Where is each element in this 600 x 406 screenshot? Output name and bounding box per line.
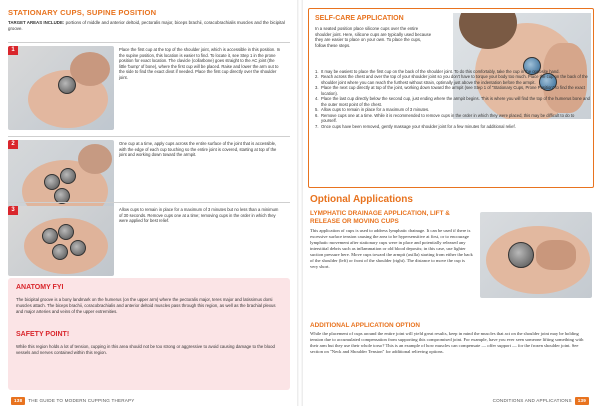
list-item: 6. Remove cups one at a time. While it is recommended to remove cups in the order in which they were placed, this may be difficult to do to yourself.	[315, 112, 575, 124]
page-number-left: 138	[11, 397, 25, 405]
page-number-right: 139	[575, 397, 589, 405]
right-footer-text: CONDITIONS AND APPLICATIONS	[492, 398, 572, 403]
step-1-photo	[8, 46, 114, 130]
selfcare-steps-list	[315, 69, 591, 129]
step-2-badge: 2	[8, 140, 18, 149]
lymph-title: LYMPHATIC DRAINAGE APPLICATION, LIFT & RELEASE OR MOVING CUPS	[310, 210, 450, 225]
step-3-photo	[8, 206, 114, 276]
target-areas	[8, 20, 290, 32]
step-row-3	[8, 202, 290, 276]
list-item: 4. Place the last cup directly below the second cup, just ending where the armpit begins. This is where you will find the top of the humerus bone and the outer most point of the chest.	[315, 96, 591, 107]
right-footer	[493, 396, 600, 406]
list-item: 1. It may be easiest to place the first cup on the back of the shoulder joint. To do this comfortably, take the cup in the opposite hand.	[315, 69, 560, 74]
additional-option-body: While the placement of cups around the entire joint will yield great results, keep in mind the muscles that act on the shoulder joint may be holding tension due to accumulated compensation from supporting this compromised joint. For example, have you ever seen someone lifting something with their arm but they use their whole torso? This is an example of how muscles can compensate — offer support — for the frozen shoulder joint. See section on "Neck and Shoulder Tension" for additional relieving options.	[310, 331, 584, 354]
step-3-badge: 3	[8, 206, 18, 215]
left-page	[0, 0, 298, 406]
additional-option-title: ADDITIONAL APPLICATION OPTION	[310, 322, 420, 329]
list-item: 5. Allow cups to remain in place for a maximum of 3 minutes.	[315, 107, 430, 113]
optional-applications-title: Optional Applications	[310, 194, 413, 205]
target-label: TARGET AREAS INCLUDE:	[8, 20, 65, 25]
selfcare-box	[308, 8, 594, 188]
anatomy-title: ANATOMY FYI	[16, 284, 64, 291]
selfcare-title: SELF-CARE APPLICATION	[315, 15, 404, 22]
list-item: 2. Reach across the chest and over the top of your shoulder joint so you don't have to torque your body too much. Place the cup on the back of the shoulder joint where you can reach the furthest without strain, optimally just above the indentation before the armpit.	[315, 74, 588, 85]
list-item: 3. Place the next cup directly at top of the joint, working down toward the armpit (see Step 1 of "Stationary Cups, Prone Position" to find the exact location).	[315, 85, 585, 96]
anatomy-body: The bicipital groove is a bony landmark on the humerus (on the upper arm) where the pectoralis major, teres major and latissimus dorsi muscles attach. The biceps brachii, coracobrachialis and anterior deltoid muscles pass through this region, as well as the brachial plexus and major arteries and veins of the upper extremities.	[16, 297, 276, 314]
lymph-body: This application of cups is used to address lymphatic drainage. It can be used if there is excessive surface tension causing the area to be hypersensitive at first, or to encourage lymphatic movement after stationary cups were in place and potentially released any interstitial debris such as inflammation or old blood deposits; in this case, use lighter suction pressure here. Move cups toward the armpit (axilla) starting from either the back of the shoulder (left) or front of the shoulder (right). The distance to move the cup is very short.	[310, 228, 473, 269]
step-1-badge: 1	[8, 46, 18, 55]
left-footer-text: THE GUIDE TO MODERN CUPPING THERAPY	[28, 398, 135, 403]
step-row-1	[8, 42, 290, 134]
left-footer	[0, 396, 135, 406]
step-2-text: One cup at a time, apply cups across the entire surface of the joint that is accessible, with the edge of each cup touching so the entire joint is covered, starting at top of the joint and working down toward the armpit.	[119, 141, 277, 158]
step-1-text: Place the first cup at the top of the shoulder joint, which is accessible in this position. In the supine position, this location is easier to find. To locate it, see Step 1 in the prone position for exact location. The clavicle (collarbone) goes straight to the AC joint (the little 'bump' of bone), where the first cup will be placed. Raise and lower the arm out to the side to find the exact divot if needed. Place the first cup directly over the shoulder joint.	[119, 47, 281, 80]
step-3-text: Allow cups to remain in place for a maximum of 3 minutes but no less than a minimum of 30 seconds. Remove cups one at a time; removing cups in the order in which they were applied for best relief.	[119, 207, 279, 224]
safety-body: While this region holds a lot of tension, cupping in this area should not be too strong or aggressive to avoid causing damage to the blood vessels and nerves contained within this region.	[16, 344, 275, 355]
list-item: 7. Once cups have been removed, gently massage your shoulder joint for a few minutes for additional relief.	[315, 123, 516, 129]
selfcare-intro: In a seated position place silicone cups over the entire shoulder joint. Here, silicone cups are typically used because they are easier to place on your own. To place the cups, follow these steps.	[315, 26, 432, 48]
target-text: portions of middle and anterior deltoid, pectoralis major, biceps brachii, coracobrachialis muscles and the bicipital groove.	[8, 20, 285, 31]
safety-title: SAFETY POINT!	[16, 331, 70, 338]
lymph-photo	[480, 212, 592, 298]
anatomy-fyi-box	[8, 278, 290, 390]
section-title: STATIONARY CUPS, SUPINE POSITION	[8, 8, 157, 17]
right-page	[302, 0, 600, 406]
